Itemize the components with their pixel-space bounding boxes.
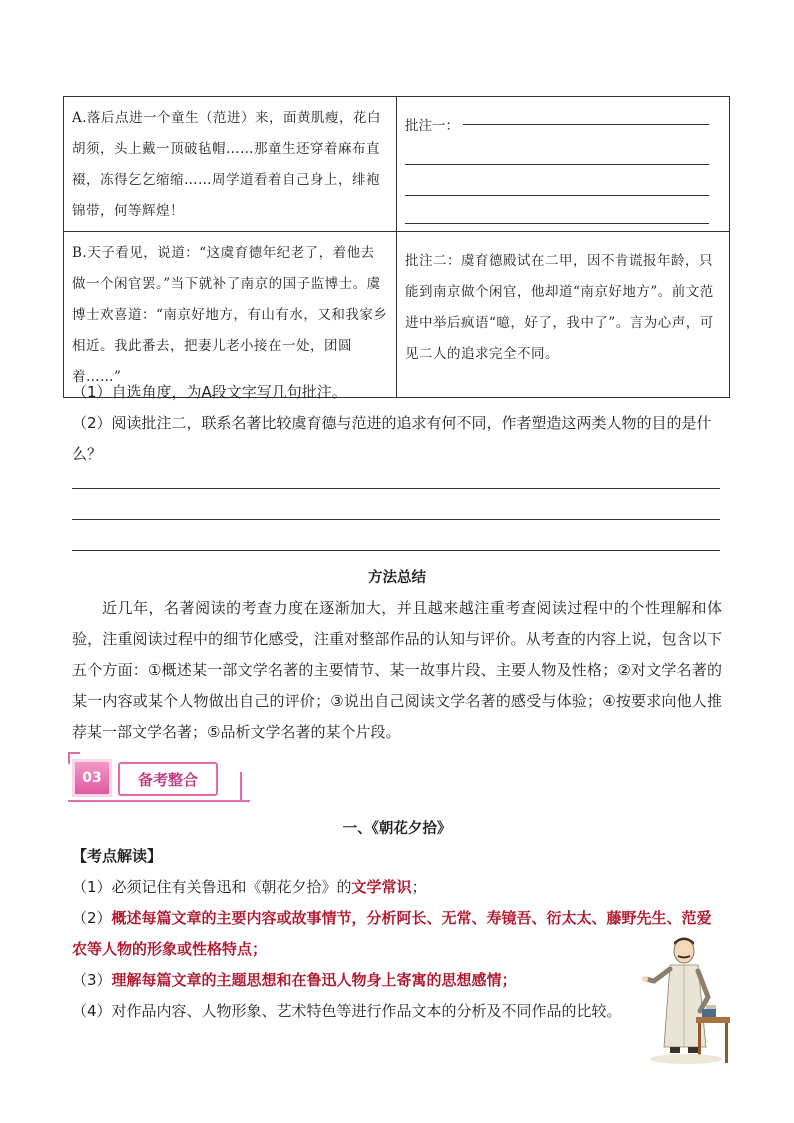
key-point-3-number: （3） <box>72 971 112 989</box>
method-summary-title: 方法总结 <box>368 570 426 586</box>
key-point-2-number: （2） <box>72 909 112 927</box>
section-number-badge: 03 <box>75 762 109 794</box>
section-banner-label: 备考整合 <box>118 762 218 796</box>
banner-divider <box>240 772 242 800</box>
banner-underline <box>68 800 250 802</box>
table-row <box>64 97 730 232</box>
annotation-two-text: 批注二：虞育德殿试在二甲，因不肯谎报年龄，只能到南京做个闲官，他却道“南京好地方”。前文范进中举后疯语“噫，好了，我中了”。言为心声，可见二人的追求完全不同。 <box>405 253 714 362</box>
excerpt-annotation-table <box>63 96 730 398</box>
table-row <box>64 232 730 398</box>
key-point-1 <box>72 872 722 903</box>
answer-blank-line[interactable] <box>463 124 709 125</box>
question-1: （1）自选角度，为A段文字写几句批注。 <box>72 383 347 401</box>
key-point-1-suffix: ； <box>411 878 427 896</box>
key-point-2-highlight: 概述每篇文章的主要内容或故事情节，分析阿长、无常、寿镜吾、衍太太、藤野先生、范爱农等人物的形象或性格特点； <box>72 909 712 958</box>
question-2: （2）阅读批注二，联系名著比较虞育德与范进的追求有何不同，作者塑造这两类人物的目的是什么？ <box>72 414 712 463</box>
excerpt-a-cell <box>64 97 397 232</box>
answer-line[interactable] <box>72 550 720 551</box>
answer-blank-line[interactable] <box>405 134 709 165</box>
key-point-3 <box>72 965 722 996</box>
annotation-one-cell <box>397 97 730 232</box>
method-summary-body: 近几年，名著阅读的考查力度在逐渐加大，并且越来越注重考查阅读过程中的个性理解和体验，注重阅读过程中的细节化感受，注重对整部作品的认知与评价。从考查的内容上说，包含以下五个方面：①概述某一部文学名著的主要情节、某一故事片段、主要人物及性格；②对文学名著的某一内容或某个人物做出自己的评价；③说出自己阅读文学名著的感受与体验；④按要求向他人推荐某一部文学名著；⑤品析文学名著的某个片段。 <box>72 599 722 741</box>
lu-xun-portrait-illustration <box>640 935 732 1071</box>
answer-line[interactable] <box>72 488 720 489</box>
key-point-1-text: （1）必须记住有关鲁迅和《朝花夕拾》的 <box>72 878 352 896</box>
annotation-one-label: 批注一： <box>405 118 459 134</box>
answer-line[interactable] <box>72 519 720 520</box>
annotation-two-cell <box>397 232 730 398</box>
excerpt-b-cell <box>64 232 397 398</box>
key-point-3-highlight: 理解每篇文章的主题思想和在鲁迅人物身上寄寓的思想感情； <box>111 971 517 989</box>
excerpt-b-text: B.天子看见，说道：“这虞育德年纪老了，着他去做一个闲官罢。”当下就补了南京的国子监博士。虞博士欢喜道：“南京好地方，有山有水，又和我家乡相近。我此番去，把妻儿老小接在一处，团圆着……” <box>72 245 388 385</box>
key-point-2 <box>72 903 722 965</box>
key-point-1-highlight: 文学常识 <box>351 878 412 896</box>
key-point-4: （4）对作品内容、人物形象、艺术特色等进行作品文本的分析及不同作品的比较。 <box>72 1002 622 1020</box>
annotation-one-row <box>405 103 709 134</box>
section-title: 一、《朝花夕拾》 <box>342 821 452 837</box>
excerpt-a-text: A.落后点进一个童生（范进）来，面黄肌瘦，花白胡须，头上戴一顶破毡帽……那童生还穿着麻布直裰，冻得乞乞缩缩……周学道看着自己身上，绯袍锦带，何等辉煌！ <box>72 110 382 219</box>
answer-blank-line[interactable] <box>405 196 709 224</box>
answer-blank-line[interactable] <box>405 165 709 196</box>
key-points-heading: 【考点解读】 <box>72 847 163 865</box>
